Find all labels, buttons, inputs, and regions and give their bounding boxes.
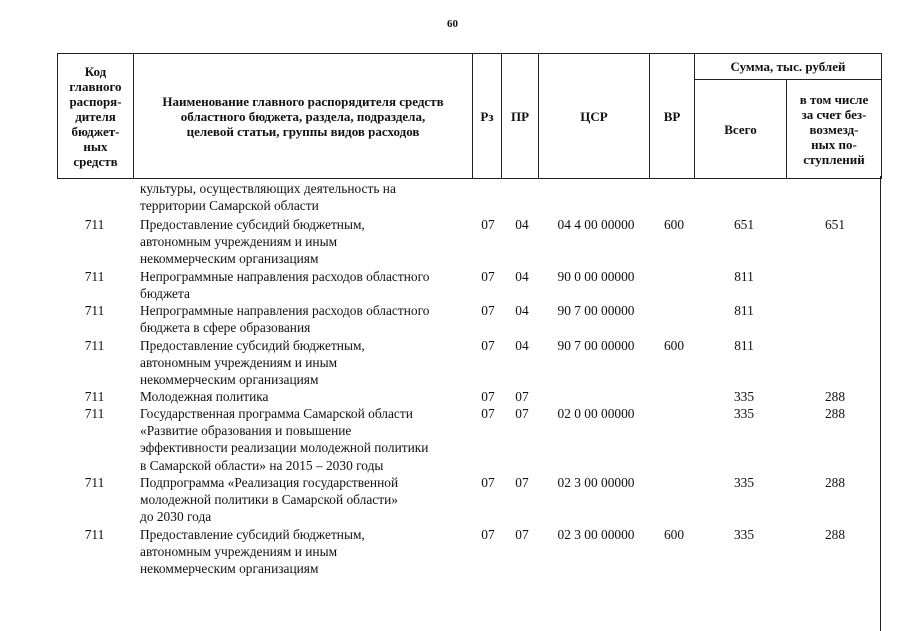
header-total: Всего — [695, 80, 787, 179]
row-name: Непрограммные направления расходов областного бюджета — [140, 269, 430, 302]
header-rz: Рз — [473, 54, 502, 179]
table-row: 711 Молодежная политика 07 07 335 288 — [84, 389, 846, 404]
row-name: Государственная программа Самарской области «Развитие образования и повышение эффективности реализации молодежной политики в Самарской области» на 2015 – 2030 годы — [140, 406, 429, 473]
header-name: Наименование главного распорядителя средств областного бюджета, раздела, подраздела, целевой статьи, группы видов расходов — [134, 54, 473, 179]
table-row: 711 Подпрограмма «Реализация государственной молодежной политики в Самарской области» до 2030 года 07 07 02 3 00 00000 335 288 — [84, 475, 846, 525]
header-sum: Сумма, тыс. рублей — [695, 54, 882, 80]
table-row: 711 Непрограммные направления расходов областного бюджета 07 04 90 0 00 00000 811 — [84, 269, 754, 302]
table-row: 711 Предоставление субсидий бюджетным, автономным учреждениям и иным некоммерческим организациям 07 07 02 3 00 00000 600 335 288 — [84, 527, 846, 577]
row-name: Непрограммные направления расходов областного бюджета в сфере образования — [140, 303, 430, 336]
row-name: Подпрограмма «Реализация государственной молодежной политики в Самарской области» до 2030 года — [140, 475, 399, 525]
header-csr: ЦСР — [539, 54, 650, 179]
row-name: культуры, осуществляющих деятельность на территории Самарской области — [140, 181, 396, 214]
header-vr: ВР — [650, 54, 695, 179]
header-code: Код главного распоря- дителя бюджет- ных средств — [58, 54, 134, 179]
table-header — [57, 53, 882, 179]
table-row: 711 Предоставление субсидий бюджетным, автономным учреждениям и иным некоммерческим организациям 07 04 04 4 00 00000 600 651 651 — [84, 217, 846, 267]
row-name: Предоставление субсидий бюджетным, автономным учреждениям и иным некоммерческим организациям — [140, 338, 365, 388]
table-row: 711 Предоставление субсидий бюджетным, автономным учреждениям и иным некоммерческим организациям 07 04 90 7 00 00000 600 811 — [84, 338, 754, 388]
page-number: 60 — [447, 18, 458, 30]
header-nonfree: в том числе за счет без- возмезд- ных по- ступлений — [787, 80, 882, 179]
row-name: Молодежная политика — [140, 389, 269, 404]
table-row: 711 Государственная программа Самарской области «Развитие образования и повышение эффективности реализации молодежной политики в Самарской области» на 2015 – 2030 годы 07 07 02 0 00 00000 335 288 — [84, 406, 846, 473]
header-pr: ПР — [502, 54, 539, 179]
table-row — [57, 180, 881, 216]
table-row: 711 Непрограммные направления расходов областного бюджета в сфере образования 07 04 90 7 00 00000 811 — [84, 303, 754, 336]
table-body — [57, 180, 881, 578]
row-name: Предоставление субсидий бюджетным, автономным учреждениям и иным некоммерческим организациям — [140, 217, 365, 267]
row-name: Предоставление субсидий бюджетным, автономным учреждениям и иным некоммерческим организациям — [140, 527, 365, 577]
